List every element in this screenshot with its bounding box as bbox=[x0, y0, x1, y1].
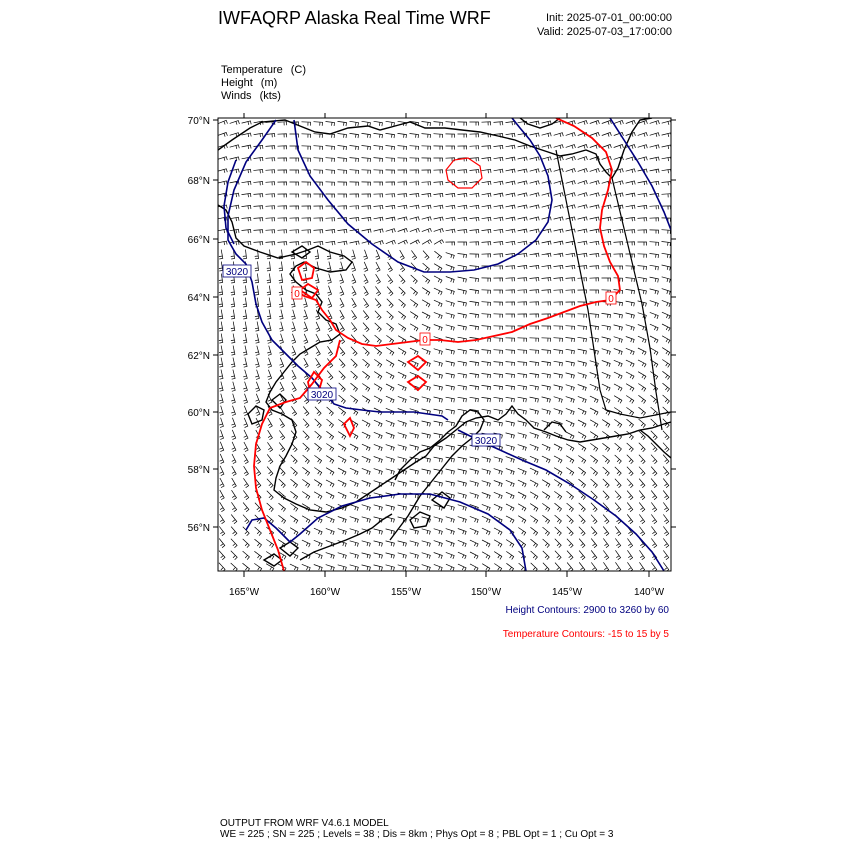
height-contour-label-text: 3020 bbox=[310, 390, 334, 401]
height-contour-label bbox=[308, 388, 336, 401]
temperature-contour-info: Temperature Contours: -15 to 15 by 5 bbox=[502, 629, 669, 640]
height-contour-info: Height Contours: 2900 to 3260 by 60 bbox=[505, 605, 669, 616]
longitude-label: 145°W bbox=[551, 587, 583, 598]
height-contour-label-text: 3020 bbox=[474, 436, 498, 447]
field-name: Winds bbox=[221, 90, 252, 102]
temperature-contour-label bbox=[420, 333, 430, 346]
temperature-contour-label bbox=[606, 292, 616, 305]
latitude-label: 62°N bbox=[187, 351, 210, 362]
height-contour-label bbox=[223, 265, 251, 278]
map-title: IWFAQRP Alaska Real Time WRF bbox=[218, 8, 491, 28]
temperature-contour-label bbox=[292, 287, 302, 300]
init-time: Init: 2025-07-01_00:00:00 bbox=[546, 12, 672, 24]
latitude-label: 64°N bbox=[187, 293, 210, 304]
field-unit: (C) bbox=[290, 64, 307, 76]
model-info-line2: WE = 225 ; SN = 225 ; Levels = 38 ; Dis = 8km ; Phys Opt = 8 ; PBL Opt = 1 ; Cu Opt = 3 bbox=[220, 829, 614, 840]
temperature-contour-label-text: 0 bbox=[422, 335, 428, 346]
latitude-label: 58°N bbox=[187, 465, 210, 476]
latitude-label: 70°N bbox=[187, 116, 210, 127]
latitude-label: 68°N bbox=[187, 176, 210, 187]
longitude-label: 165°W bbox=[228, 587, 260, 598]
temperature-contour-label-text: 0 bbox=[294, 289, 300, 300]
field-unit: (kts) bbox=[259, 90, 281, 102]
temperature-contour-label-text: 0 bbox=[608, 294, 614, 305]
field-name: Height bbox=[221, 77, 253, 89]
latitude-label: 66°N bbox=[187, 235, 210, 246]
longitude-label: 160°W bbox=[309, 587, 341, 598]
latitude-label: 56°N bbox=[187, 523, 210, 534]
model-info-line1: OUTPUT FROM WRF V4.6.1 MODEL bbox=[220, 818, 389, 829]
longitude-label: 155°W bbox=[390, 587, 422, 598]
longitude-label: 150°W bbox=[470, 587, 502, 598]
valid-time: Valid: 2025-07-03_17:00:00 bbox=[537, 26, 672, 38]
height-contour-label bbox=[472, 434, 500, 447]
field-unit: (m) bbox=[260, 77, 278, 89]
field-name: Temperature bbox=[221, 64, 283, 76]
longitude-label: 140°W bbox=[633, 587, 665, 598]
latitude-label: 60°N bbox=[187, 408, 210, 419]
height-contour-label-text: 3020 bbox=[225, 267, 249, 278]
